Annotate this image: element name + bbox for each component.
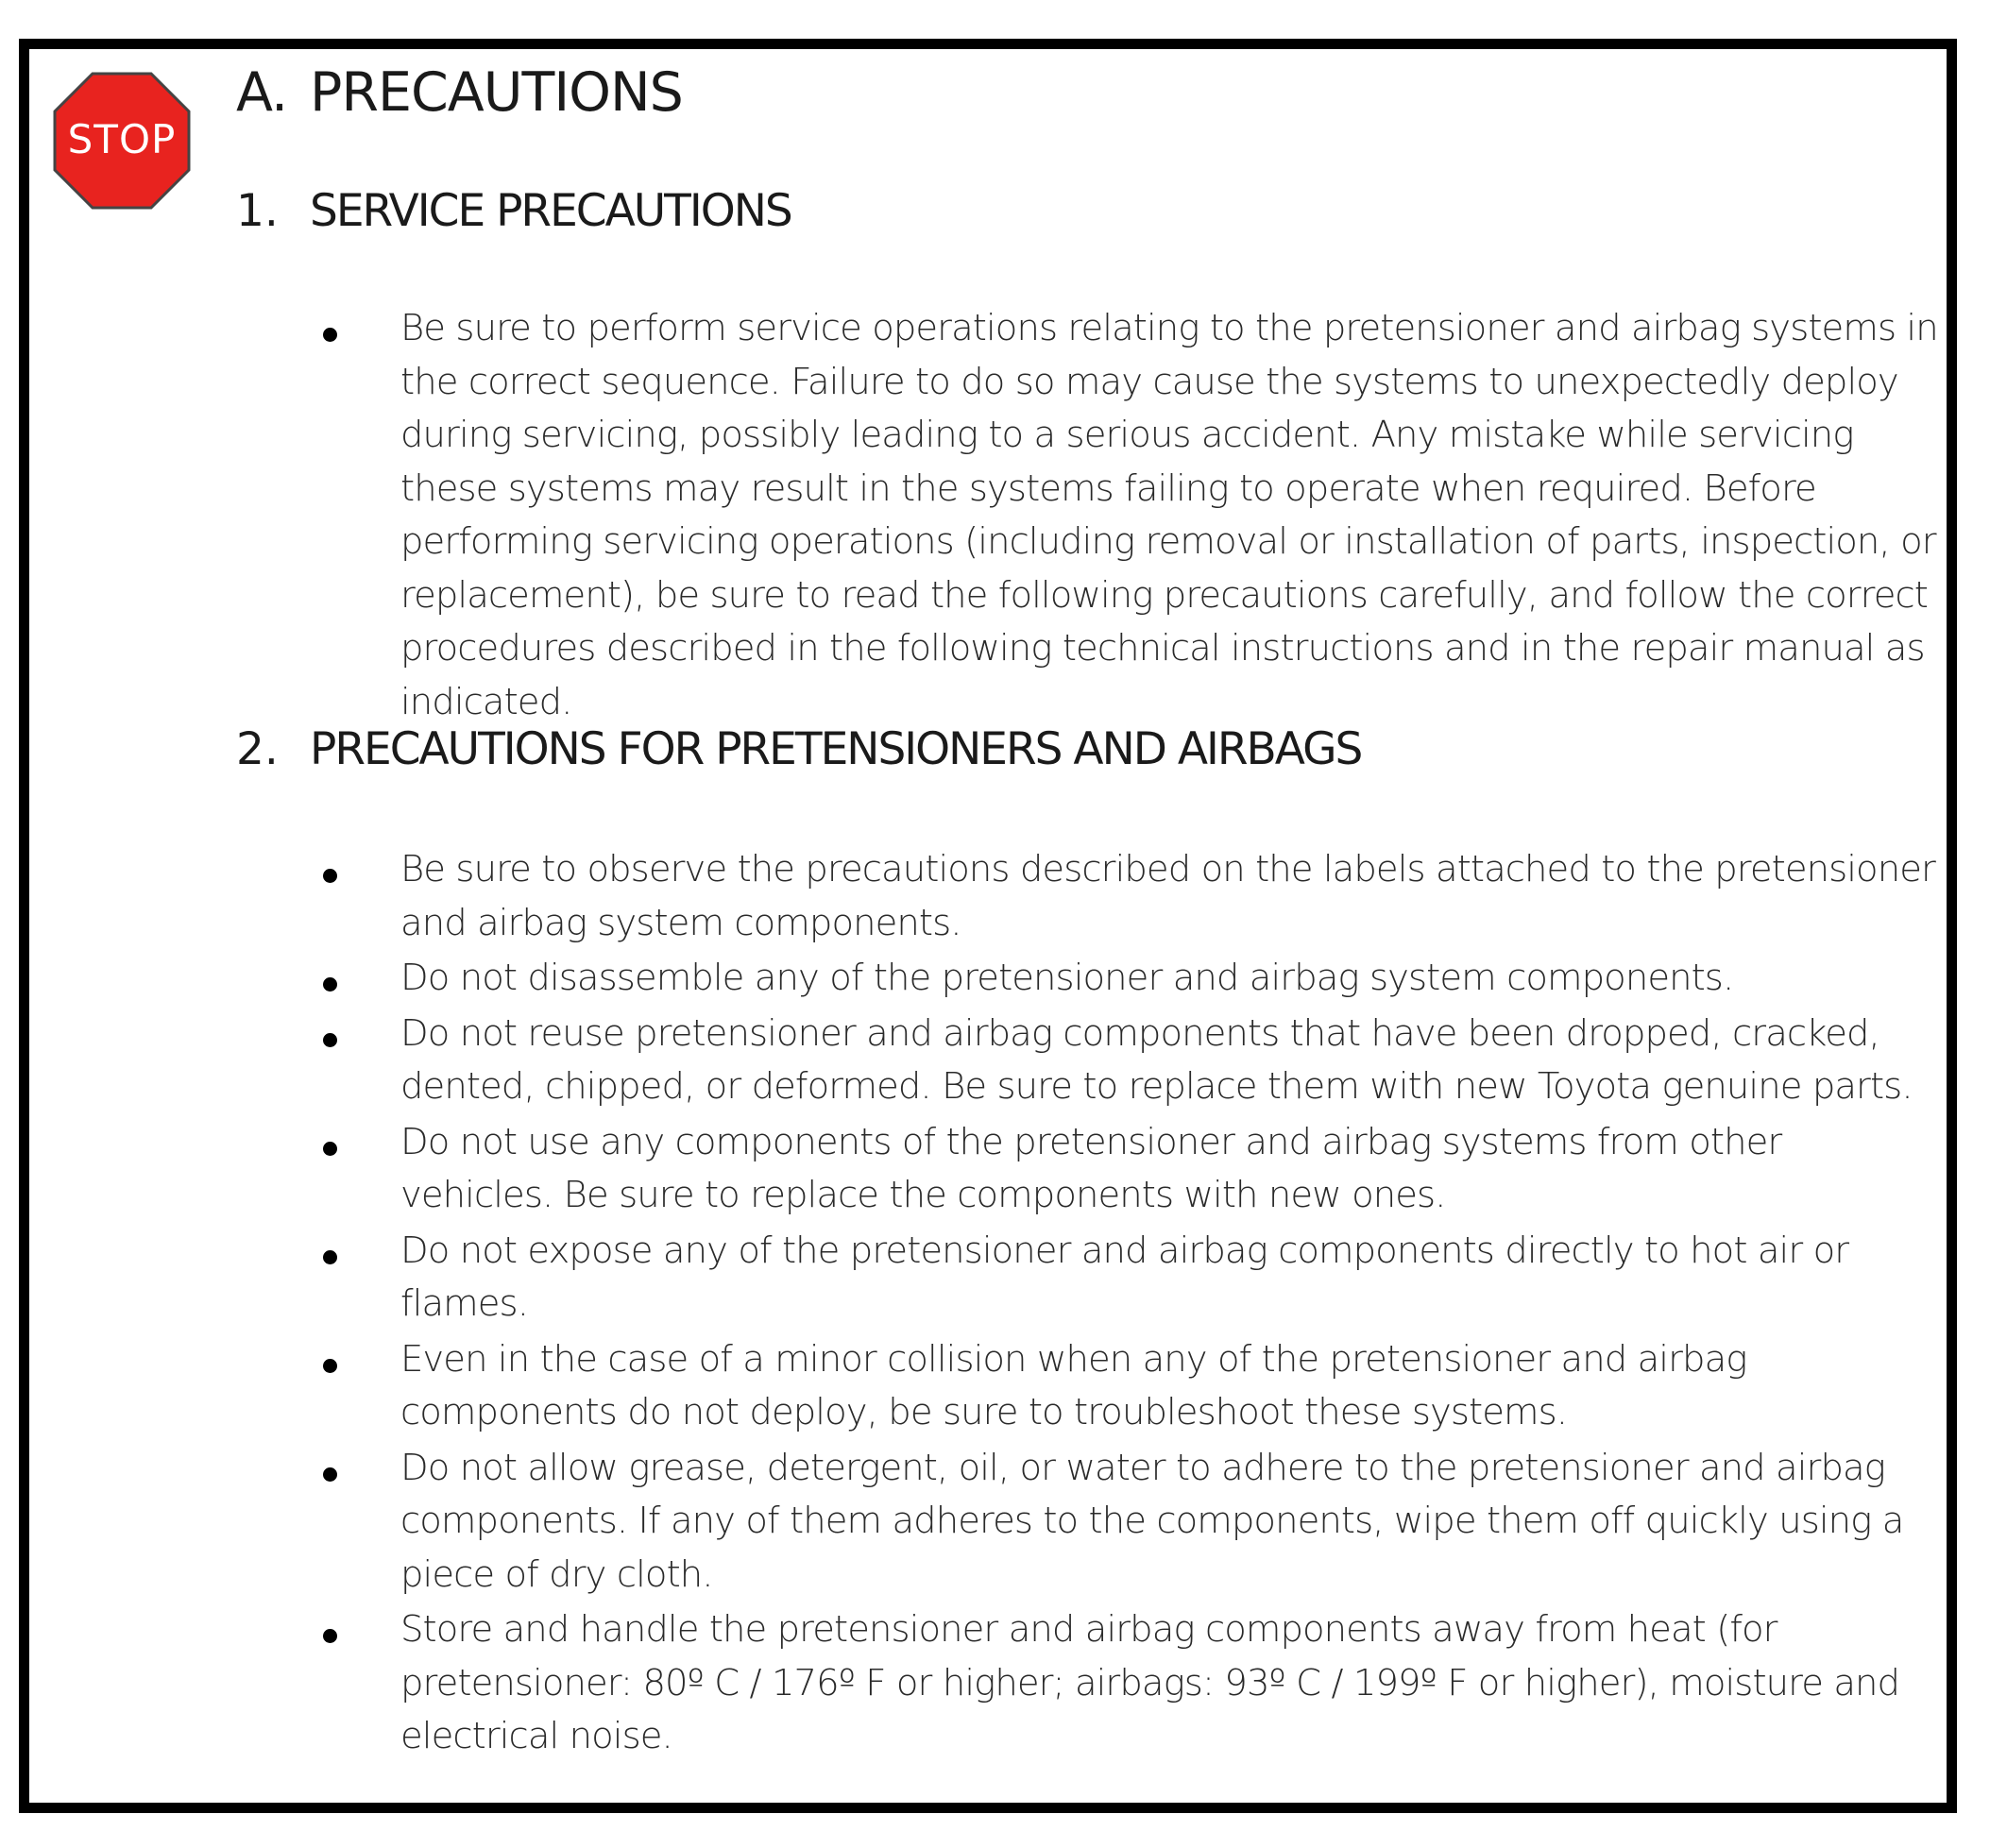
stop-sign-icon [49, 68, 195, 213]
list-item: Be sure to perform service operations relating to the pretensioner and airbag systems in the correct sequence. Failure to do so may cause the systems to unexpectedly deploy during servicing, possibly leading to a serious accident. Any mistake while servicing these systems may result in the systems failing to operate when required. Before performing servicing operations (including removal or installation of parts, inspection, or replacement), be sure to read the following precautions carefully, and follow the correct procedures described in the following technical instructions and in the repair manual as indicated. [300, 302, 1939, 729]
bullet-icon [323, 1250, 337, 1264]
bullet-icon [323, 869, 337, 883]
bullet-icon [323, 1629, 337, 1643]
bullet-icon [323, 328, 337, 342]
list-item: Do not disassemble any of the pretensioner and airbag system components. [300, 952, 1939, 1006]
bullet-icon [323, 1467, 337, 1482]
bullet-icon [323, 1033, 337, 1047]
subsection-1-heading [236, 185, 791, 237]
list-item: Do not allow grease, detergent, oil, or water to adhere to the pretensioner and airbag components. If any of them adheres to the components, wipe them off quickly using a piece of dry cloth. [300, 1442, 1939, 1602]
section-title [236, 61, 683, 124]
list-item: Do not use any components of the pretensioner and airbag systems from other vehicles. Be sure to replace the components with new ones. [300, 1116, 1939, 1223]
list-item: Store and handle the pretensioner and airbag components away from heat (for pretensioner: 80º C / 176º F or higher; airbags: 93º C / 199º F or higher), moisture and electrical noise. [300, 1603, 1939, 1764]
section-title-text: PRECAUTIONS [310, 61, 683, 124]
bullet-icon [323, 977, 337, 992]
subsection-2-bullet-list [300, 843, 1939, 1766]
subsection-1-number: 1. [236, 185, 279, 237]
stop-sign-text: STOP [67, 116, 177, 162]
subsection-1-bullet-list [300, 302, 1939, 729]
bullet-icon [323, 1142, 337, 1156]
subsection-2-title: PRECAUTIONS FOR PRETENSIONERS AND AIRBAGS [310, 723, 1362, 775]
subsection-2-number: 2. [236, 723, 279, 775]
list-item: Be sure to observe the precautions described on the labels attached to the pretensioner and airbag system components. [300, 843, 1939, 950]
subsection-1-title: SERVICE PRECAUTIONS [310, 185, 791, 237]
list-item: Even in the case of a minor collision when any of the pretensioner and airbag components do not deploy, be sure to troubleshoot these systems. [300, 1333, 1939, 1440]
subsection-2-heading [236, 723, 1362, 775]
list-item: Do not reuse pretensioner and airbag components that have been dropped, cracked, dented, chipped, or deformed. Be sure to replace them with new Toyota genuine parts. [300, 1008, 1939, 1114]
section-letter: A. [236, 61, 288, 124]
list-item: Do not expose any of the pretensioner and airbag components directly to hot air or flames. [300, 1225, 1939, 1331]
bullet-icon [323, 1359, 337, 1373]
